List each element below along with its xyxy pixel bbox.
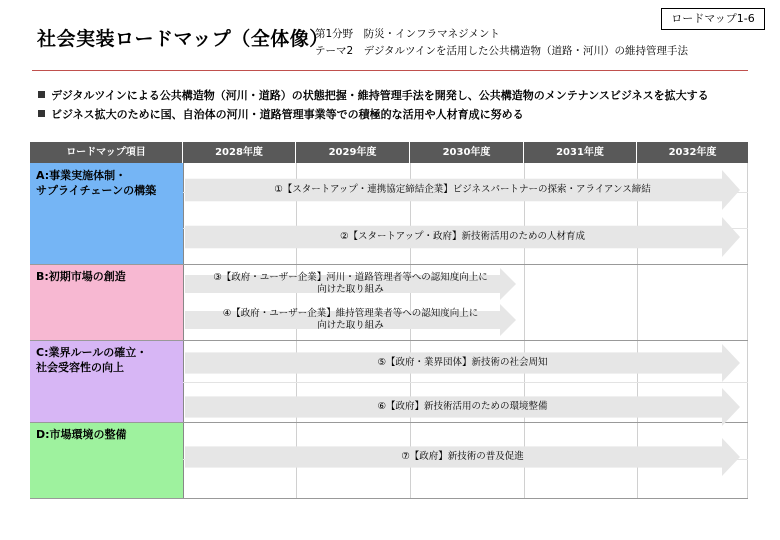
roadmap-badge: ロードマップ1-6: [661, 8, 765, 30]
column-divider: [747, 163, 748, 498]
category-label: サプライチェーンの構築: [36, 184, 157, 197]
arrow-label: ②【スタートアップ・政府】新技術活用のための人材育成: [339, 231, 586, 242]
category-label: D:市場環境の整備: [36, 428, 127, 441]
page-title: 社会実装ロードマップ（全体像）: [37, 28, 329, 50]
category-label: 社会受容性の向上: [36, 361, 124, 374]
roadmap-arrow: [185, 170, 740, 210]
roadmap-table: [30, 142, 748, 498]
title-divider: [32, 70, 748, 71]
arrow-label: ④【政府・ユーザー企業】維持管理業者等への認知度向上に 向けた取り組み: [222, 308, 479, 331]
header-year: 2030年度: [410, 142, 523, 163]
arrow-label: ①【スタートアップ・連携協定締結企業】ビジネスパートナーの探索・アライアンス締結: [274, 184, 651, 195]
header-year: 2031年度: [524, 142, 636, 163]
row-divider: [30, 264, 748, 265]
category-cell: [30, 163, 183, 264]
square-bullet-icon: [38, 110, 45, 117]
category-cell: [30, 340, 183, 422]
row-divider: [30, 498, 748, 499]
arrow-label: ③【政府・ユーザー企業】河川・道路管理者等への認知度向上に 向けた取り組み: [213, 272, 488, 295]
category-label: B:初期市場の創造: [36, 270, 126, 283]
bullet-item: [38, 106, 524, 122]
arrow-label: ⑥【政府】新技術活用のための環境整備: [377, 401, 548, 412]
category-cell: [30, 422, 183, 498]
roadmap-arrow: [185, 268, 516, 300]
category-label: C:業界ルールの確立・: [36, 346, 148, 359]
roadmap-arrow: [185, 344, 740, 382]
row-divider: [30, 340, 748, 341]
roadmap-arrow: [185, 388, 740, 426]
header-roadmap-item: ロードマップ項目: [30, 142, 182, 163]
bullet-text: ビジネス拡大のために国、自治体の河川・道路管理事業等での積極的な活用や人材育成に努める: [51, 108, 524, 121]
roadmap-arrow: [185, 217, 740, 257]
column-divider: [183, 163, 184, 498]
subrow-divider: [183, 382, 748, 383]
roadmap-arrow: [185, 304, 516, 336]
bullet-text: デジタルツインによる公共構造物（河川・道路）の状態把握・維持管理手法を開発し、公共構造物のメンテナンスビジネスを拡大する: [51, 89, 709, 102]
arrow-label: ⑦【政府】新技術の普及促進: [401, 451, 524, 462]
category-label: A:事業実施体制・: [36, 169, 127, 182]
header-year: 2029年度: [296, 142, 409, 163]
subtitle-theme: テーマ2 デジタルツインを活用した公共構造物（道路・河川）の維持管理手法: [315, 45, 689, 57]
header-year: 2028年度: [183, 142, 295, 163]
arrow-label: ⑤【政府・業界団体】新技術の社会周知: [377, 357, 548, 368]
square-bullet-icon: [38, 91, 45, 98]
category-cell: [30, 264, 183, 340]
subtitle-field: 第1分野 防災・インフラマネジメント: [315, 28, 500, 40]
bullet-item: [38, 87, 709, 103]
header-year: 2032年度: [637, 142, 748, 163]
roadmap-arrow: [185, 438, 740, 476]
